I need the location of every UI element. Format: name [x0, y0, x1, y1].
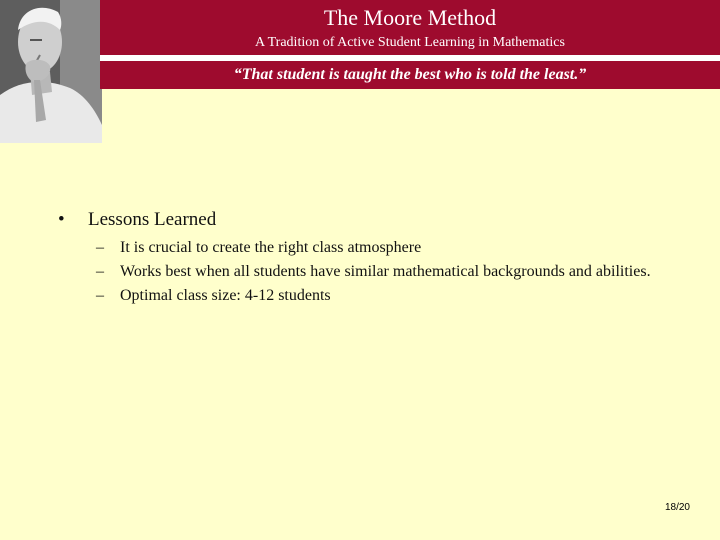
list-item-text: Optimal class size: 4-12 students [120, 287, 331, 304]
dash-icon: – [96, 263, 104, 280]
portrait-photo [0, 0, 102, 143]
list-item-text: Works best when all students have similar mathematical backgrounds and abilities. [120, 263, 651, 280]
page-subtitle: A Tradition of Active Student Learning in Mathematics [255, 35, 565, 50]
list-item [58, 260, 678, 284]
bullet-icon: • [58, 209, 65, 230]
list-item [58, 284, 678, 308]
list-item-text: It is crucial to create the right class atmosphere [120, 239, 422, 256]
dash-icon: – [96, 287, 104, 304]
bullet-lessons-learned [58, 208, 678, 232]
sub-list [58, 236, 678, 308]
portrait-photo-icon [0, 0, 102, 143]
dash-icon: – [96, 239, 104, 256]
list-item [58, 236, 678, 260]
bullet-text: Lessons Learned [88, 209, 217, 230]
slide-content [58, 208, 678, 308]
page-title: The Moore Method [323, 5, 497, 30]
page-number: 18/20 [664, 502, 690, 513]
quote-text: “That student is taught the best who is told the least.” [233, 66, 587, 83]
